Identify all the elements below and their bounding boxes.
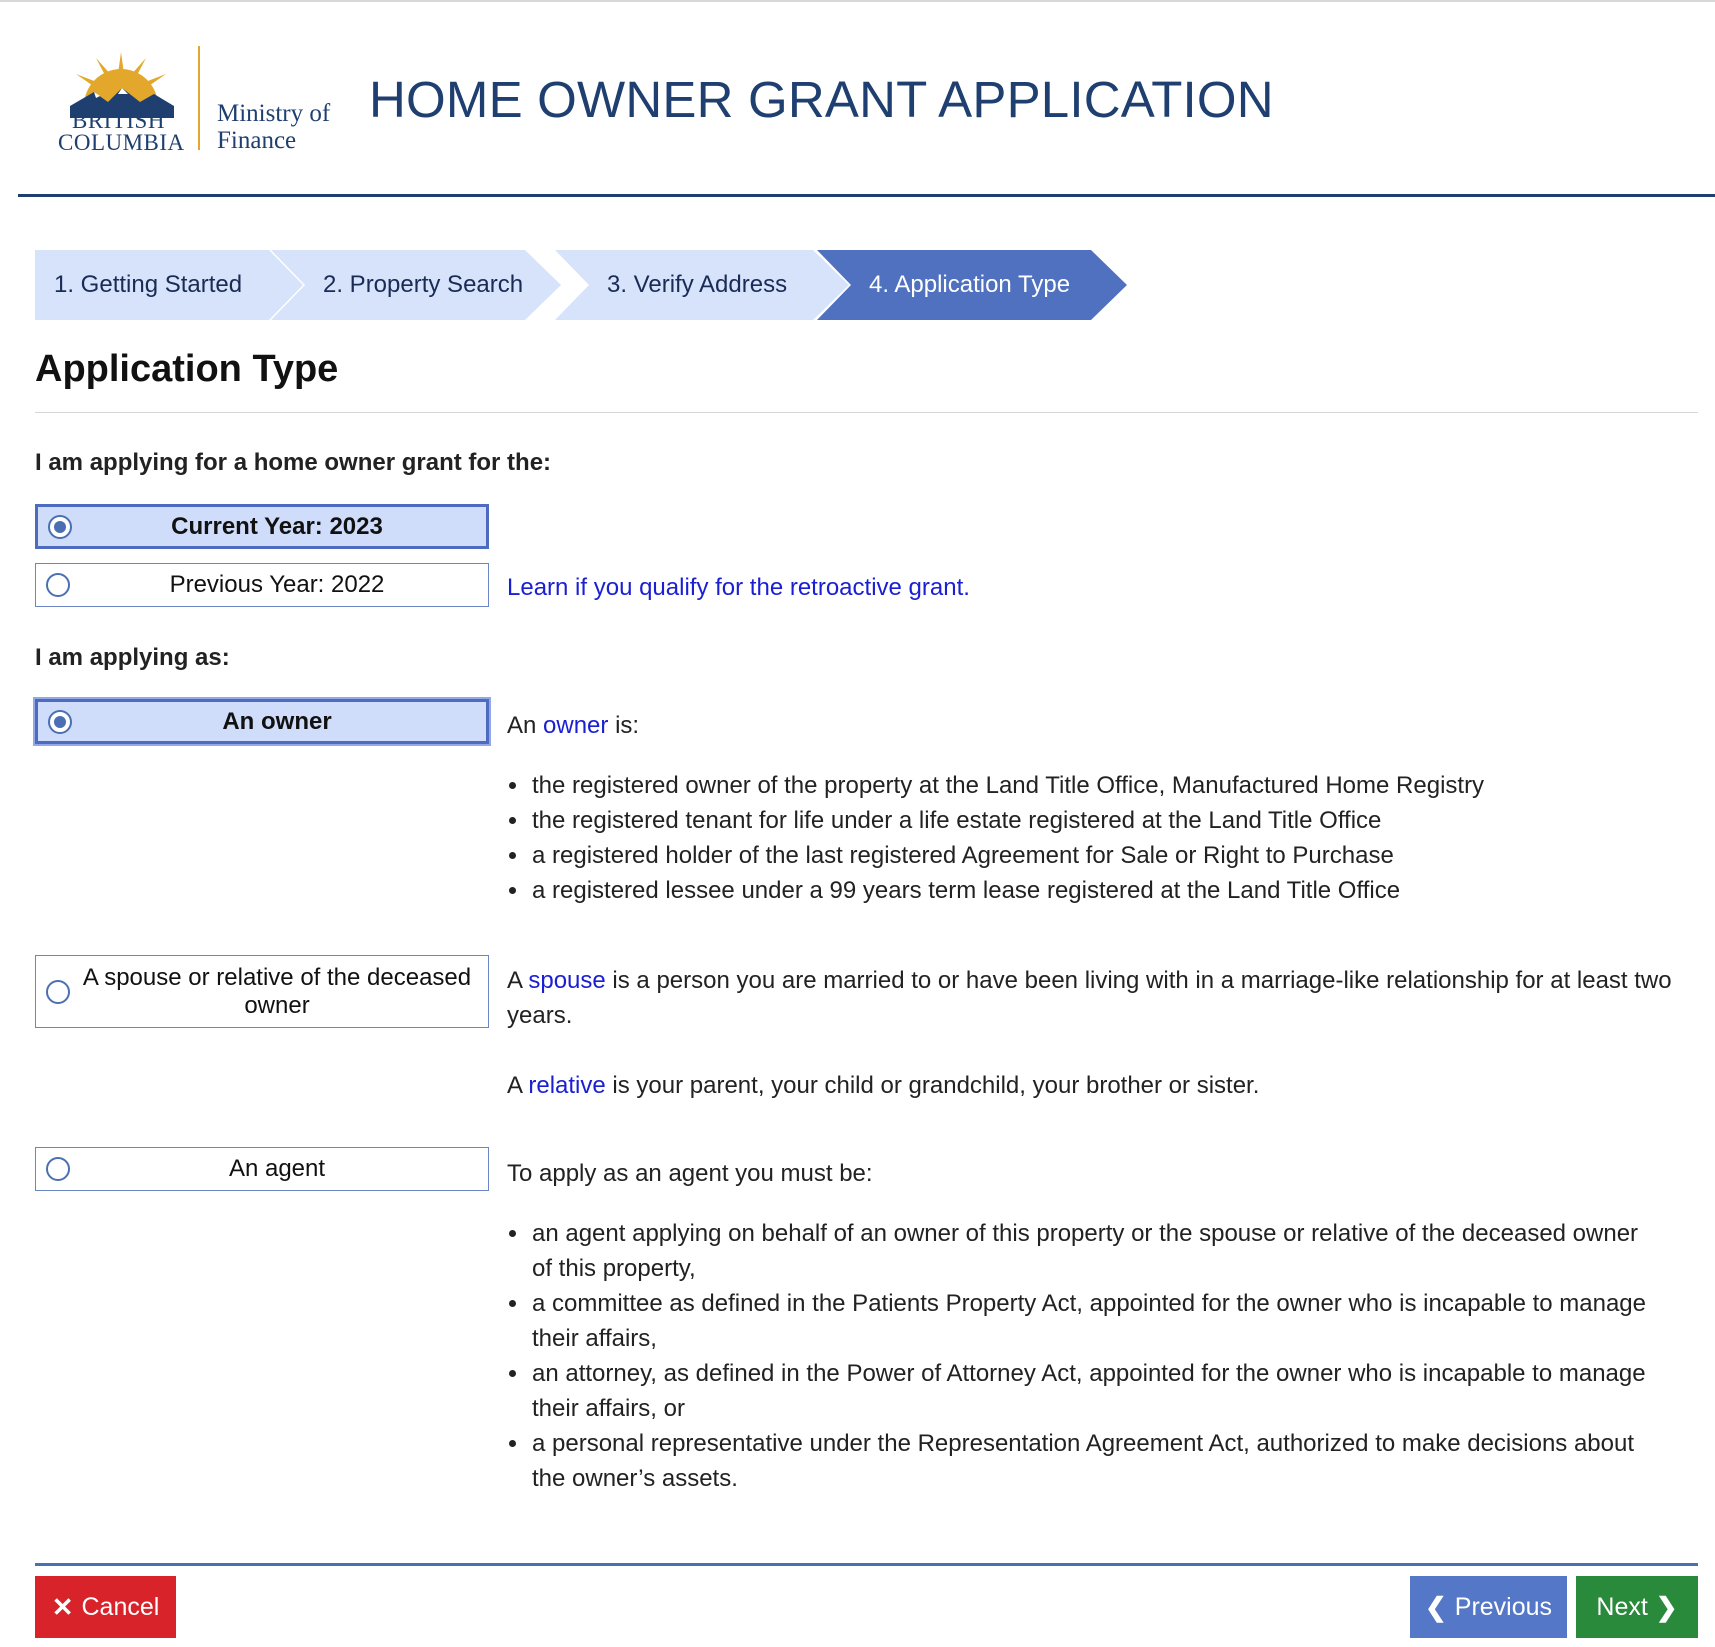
spouse-text: is a person you are married to or have been living with in a marriage-like relationship for at least two years. bbox=[507, 967, 1672, 1029]
page-title: Application Type bbox=[35, 348, 339, 390]
list-item: • a registered holder of the last registered Agreement for Sale or Right to Purchase bbox=[530, 838, 1660, 873]
radio-label: An owner bbox=[222, 707, 332, 735]
radio-unselected-icon bbox=[46, 1157, 70, 1181]
step-property-search[interactable] bbox=[271, 250, 561, 320]
step-getting-started[interactable] bbox=[35, 250, 303, 320]
radio-label: An agent bbox=[228, 1155, 326, 1182]
cancel-button[interactable] bbox=[35, 1576, 176, 1638]
spouse-definition bbox=[507, 963, 1702, 1033]
relative-prefix: A bbox=[507, 1072, 522, 1099]
radio-selected-icon bbox=[48, 515, 72, 539]
agent-criteria-list bbox=[482, 1216, 1650, 1496]
chevron-left-icon: ❮ bbox=[1424, 1591, 1447, 1622]
title-divider bbox=[35, 412, 1698, 413]
radio-previous-year[interactable] bbox=[35, 563, 489, 607]
radio-current-year[interactable] bbox=[35, 504, 489, 549]
logo-divider bbox=[198, 46, 200, 150]
list-item: • an agent applying on behalf of an owner of this property or the spouse or relative of the deceased owner of this property, bbox=[530, 1216, 1650, 1286]
owner-desc-prefix: An bbox=[507, 712, 537, 739]
radio-unselected-icon bbox=[46, 980, 70, 1004]
ministry-line2: Finance bbox=[217, 127, 297, 154]
step-label: 4. Application Type bbox=[869, 271, 1071, 298]
application-title: HOME OWNER GRANT APPLICATION bbox=[369, 71, 1274, 128]
list-item: • the registered owner of the property at the Land Title Office, Manufactured Home Registry bbox=[530, 768, 1660, 803]
step-label: 3. Verify Address bbox=[607, 271, 788, 298]
list-item: • a committee as defined in the Patients Property Act, appointed for the owner who is incapable to manage their affairs, bbox=[530, 1286, 1650, 1356]
bc-wordmark-line1: BRITISH bbox=[72, 108, 165, 133]
radio-unselected-icon bbox=[46, 573, 70, 597]
year-question: I am applying for a home owner grant for the: bbox=[35, 449, 552, 476]
relative-link[interactable]: relative bbox=[528, 1072, 606, 1099]
applicant-question: I am applying as: bbox=[35, 644, 230, 671]
step-application-type[interactable] bbox=[817, 250, 1127, 320]
list-item: • a personal representative under the Representation Agreement Act, authorized to make decisions about the owner’s assets. bbox=[530, 1426, 1650, 1496]
next-label: Next bbox=[1596, 1592, 1648, 1621]
ministry-name bbox=[217, 100, 330, 154]
previous-label: Previous bbox=[1454, 1592, 1553, 1621]
progress-steps bbox=[35, 250, 1135, 320]
radio-selected-icon bbox=[48, 710, 72, 734]
step-verify-address[interactable] bbox=[555, 250, 849, 320]
previous-button[interactable] bbox=[1410, 1576, 1567, 1638]
bc-wordmark-line2: COLUMBIA bbox=[58, 130, 185, 155]
relative-text: is your parent, your child or grandchild, your brother or sister. bbox=[612, 1072, 1260, 1099]
owner-desc-suffix: is: bbox=[615, 712, 640, 739]
radio-label: Previous Year: 2022 bbox=[169, 571, 385, 598]
footer-divider bbox=[35, 1563, 1698, 1566]
retroactive-grant-link[interactable]: Learn if you qualify for the retroactive grant. bbox=[507, 574, 970, 601]
next-button[interactable] bbox=[1576, 1576, 1698, 1638]
radio-label: Current Year: 2023 bbox=[171, 512, 383, 540]
close-icon: ✕ bbox=[51, 1591, 74, 1622]
bc-wordmark bbox=[58, 110, 185, 154]
step-label: 2. Property Search bbox=[323, 271, 524, 298]
radio-owner[interactable] bbox=[35, 699, 489, 744]
owner-definition bbox=[507, 708, 639, 743]
relative-definition bbox=[507, 1068, 1259, 1103]
list-item: • a registered lessee under a 99 years term lease registered at the Land Title Office bbox=[530, 873, 1660, 908]
cancel-label: Cancel bbox=[81, 1592, 160, 1621]
radio-agent[interactable] bbox=[35, 1147, 489, 1191]
owner-criteria-list bbox=[482, 768, 1660, 908]
ministry-line1: Ministry of bbox=[217, 100, 331, 127]
chevron-right-icon: ❯ bbox=[1655, 1591, 1678, 1622]
step-label: 1. Getting Started bbox=[54, 271, 243, 298]
radio-label: A spouse or relative of the deceased owner bbox=[82, 963, 472, 1019]
list-item: • an attorney, as defined in the Power of Attorney Act, appointed for the owner who is incapable to manage their affairs, or bbox=[530, 1356, 1650, 1426]
owner-link[interactable]: owner bbox=[543, 712, 609, 739]
spouse-prefix: A bbox=[507, 967, 522, 994]
site-header bbox=[0, 0, 1715, 200]
header-divider bbox=[18, 194, 1715, 197]
radio-spouse-relative[interactable] bbox=[35, 955, 489, 1028]
spouse-link[interactable]: spouse bbox=[528, 967, 606, 994]
agent-intro: To apply as an agent you must be: bbox=[507, 1160, 873, 1187]
list-item: • the registered tenant for life under a life estate registered at the Land Title Office bbox=[530, 803, 1660, 838]
